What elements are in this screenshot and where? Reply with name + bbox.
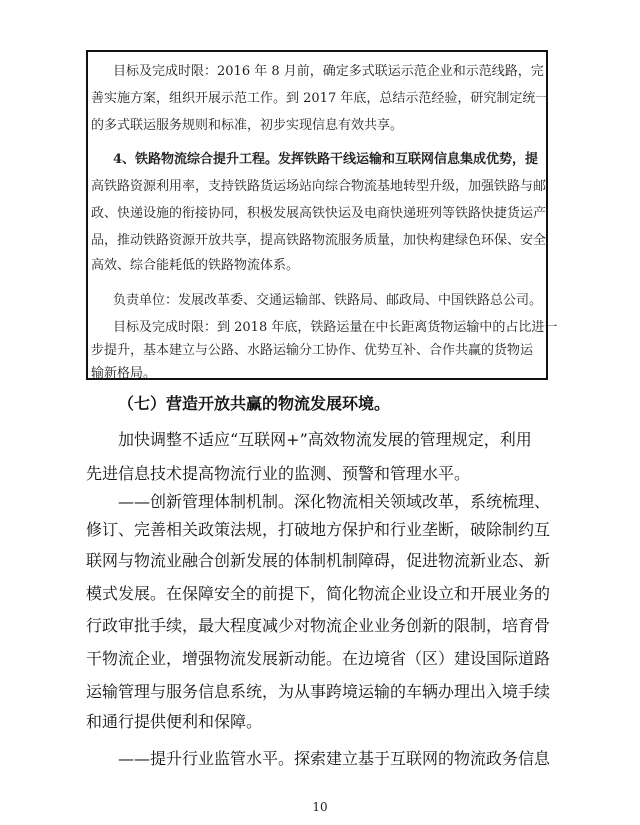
body-line: 和通行提供便利和保障。 — [86, 712, 263, 731]
box-line: 目标及完成时限：2016 年 8 月前，确定多式联运示范企业和示范线路，完 — [113, 64, 544, 79]
page-number: 10 — [312, 800, 328, 814]
body-line: 联网与物流业融合创新发展的体制机制障碍，促进物流新业态、新 — [86, 551, 551, 570]
box-line: 高效、综合能耗低的铁路物流体系。 — [91, 258, 300, 273]
box-line: 善实施方案，组织开展示范工作。到 2017 年底，总结示范经验，研究制定统一 — [91, 91, 549, 106]
body-line: 干物流企业，增强物流发展新动能。在边境省（区）建设国际道路 — [86, 649, 551, 668]
body-line: 模式发展。在保障安全的前提下，简化物流企业设立和开展业务的 — [86, 584, 551, 603]
body-line: 行政审批手续，最大程度减少对物流企业业务创新的限制，培育骨 — [86, 616, 551, 635]
box-line: 高铁路资源利用率，支持铁路货运场站向综合物流基地转型升级，加强铁路与邮 — [91, 179, 547, 194]
box-line: 步提升，基本建立与公路、水路运输分工协作、优势互补、合作共赢的货物运 — [91, 343, 534, 358]
box-line: 政、快递设施的衔接协同，积极发展高铁快运及电商快递班列等铁路快捷货运产 — [91, 206, 547, 221]
body-line: 运输管理与服务信息系统，为从事跨境运输的车辆办理出入境手续 — [86, 682, 551, 701]
body-line: 加快调整不适应“互联网+”高效物流发展的管理规定，利用 — [118, 430, 532, 449]
box-line: 目标及完成时限：到 2018 年底，铁路运量在中长距离货物运输中的占比进一 — [113, 320, 558, 335]
box-line: 的多式联运服务规则和标准，初步实现信息有效共享。 — [91, 118, 404, 133]
box-line: 负责单位：发展改革委、交通运输部、铁路局、邮政局、中国铁路总公司。 — [113, 293, 543, 308]
body-line: ——创新管理体制机制。深化物流相关领域改革，系统梳理、 — [118, 492, 551, 511]
body-line: 修订、完善相关政策法规，打破地方保护和行业垄断，破除制约互 — [86, 520, 551, 539]
box-line: 输新格局。 — [91, 366, 157, 381]
box-line: 品，推动铁路资源开放共享，提高铁路物流服务质量，加快构建绿色环保、安全 — [91, 233, 547, 248]
box-line: 4、铁路物流综合提升工程。发挥铁路干线运输和互联网信息集成优势，提 — [113, 152, 539, 167]
body-line: 先进信息技术提高物流行业的监测、预警和管理水平。 — [86, 464, 471, 483]
body-line: ——提升行业监管水平。探索建立基于互联网的物流政务信息 — [118, 749, 551, 768]
section-heading: （七）营造开放共赢的物流发展环境。 — [118, 394, 391, 413]
